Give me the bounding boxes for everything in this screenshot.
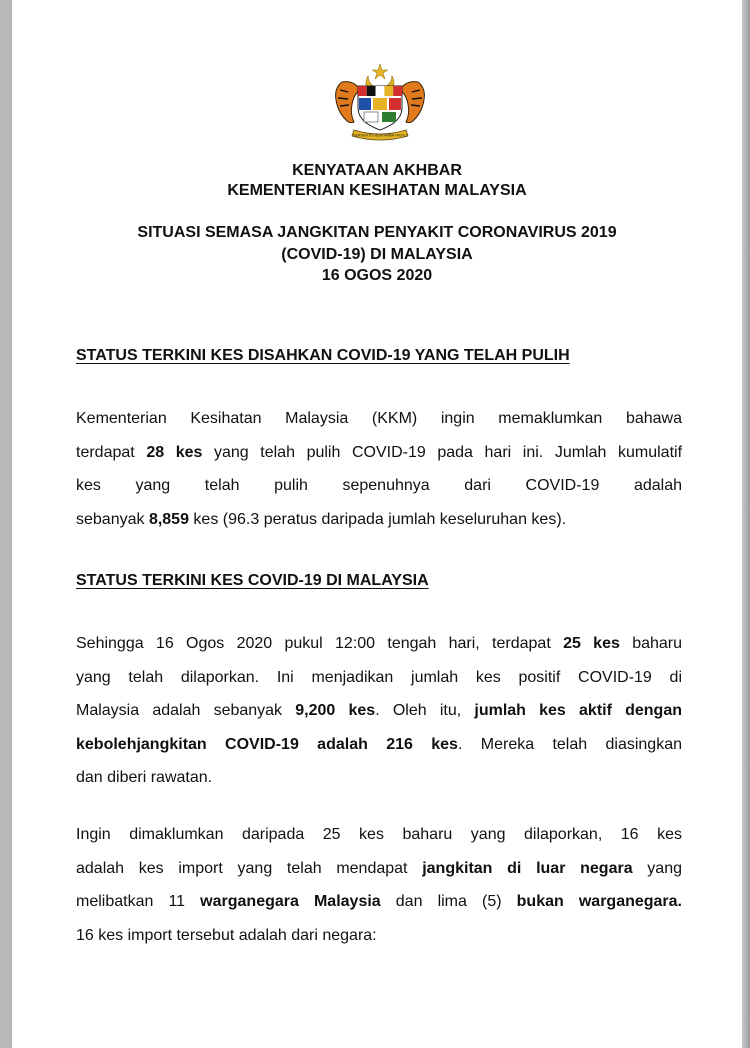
active-cases-statement: kebolehjangkitan COVID-19 adalah 216 kes [76,735,458,753]
malaysia-coat-of-arms-logo [328,62,432,142]
recovered-cumulative-count: 8,859 [148,510,189,528]
left-tiger-icon [336,82,360,123]
paragraph-line: Malaysia adalah sebanyak 9,200 kes. Oleh itu, jumlah kes aktif dengan [76,702,683,719]
new-cases-count: 25 kes [563,635,620,652]
paragraph-line: terdapat 28 kes yang telah pulih COVID-19 pada hari ini. Jumlah kumulatif [76,443,683,461]
svg-text:BERSEKUTU BERTAMBAH MUTU: BERSEKUTU BERTAMBAH MUTU [353,133,407,138]
paragraph-line: Ingin dimaklumkan daripada 25 kes baharu yang dilaporkan, 16 kes [76,826,682,843]
paragraph-line: kes yang telah pulih sepenuhnya dari COVID-19 adalah [76,477,682,494]
recovered-paragraph [76,402,682,536]
section-title-status: STATUS TERKINI KES COVID-19 DI MALAYSIA [76,572,429,589]
paragraph-line: Kementerian Kesihatan Malaysia (KKM) ingin memaklumkan bahawa [76,410,682,427]
paragraph-line: adalah kes import yang telah mendapat jangkitan di luar negara yang [76,859,682,877]
document-page [12,0,742,1048]
status-paragraph [76,627,682,795]
paragraph-line: dan diberi rawatan. [76,769,213,786]
document-title-line2: (COVID-19) DI MALAYSIA [281,246,473,263]
page-edge-shadow [742,0,750,1048]
press-release-label: KENYATAAN AKHBAR [292,162,462,179]
paragraph-line: kebolehjangkitan COVID-19 adalah 216 kes. Mereka telah diasingkan [76,735,683,753]
section-title-recovered: STATUS TERKINI KES DISAHKAN COVID-19 YANG TELAH PULIH [76,347,570,364]
star-icon [372,64,388,79]
recovered-today-count: 28 kes [146,443,203,461]
paragraph-line: sebanyak 8,859 kes (96.3 peratus daripada jumlah keseluruhan kes). [76,510,567,528]
right-tiger-icon [400,82,424,123]
document-date: 16 OGOS 2020 [321,267,433,284]
import-cases-paragraph [76,818,682,952]
paragraph-line: Sehingga 16 Ogos 2020 pukul 12:00 tengah hari, terdapat 25 kes baharu [76,635,683,652]
document-title-line1: SITUASI SEMASA JANGKITAN PENYAKIT CORONAVIRUS 2019 [137,224,617,241]
paragraph-line: melibatkan 11 warganegara Malaysia dan lima (5) bukan warganegara. [76,893,683,910]
paragraph-line: yang telah dilaporkan. Ini menjadikan jumlah kes positif COVID-19 di [76,668,682,686]
ministry-name: KEMENTERIAN KESIHATAN MALAYSIA [227,182,527,199]
paragraph-line: 16 kes import tersebut adalah dari negara: [76,926,377,944]
total-cases-count: 9,200 kes [295,702,376,719]
